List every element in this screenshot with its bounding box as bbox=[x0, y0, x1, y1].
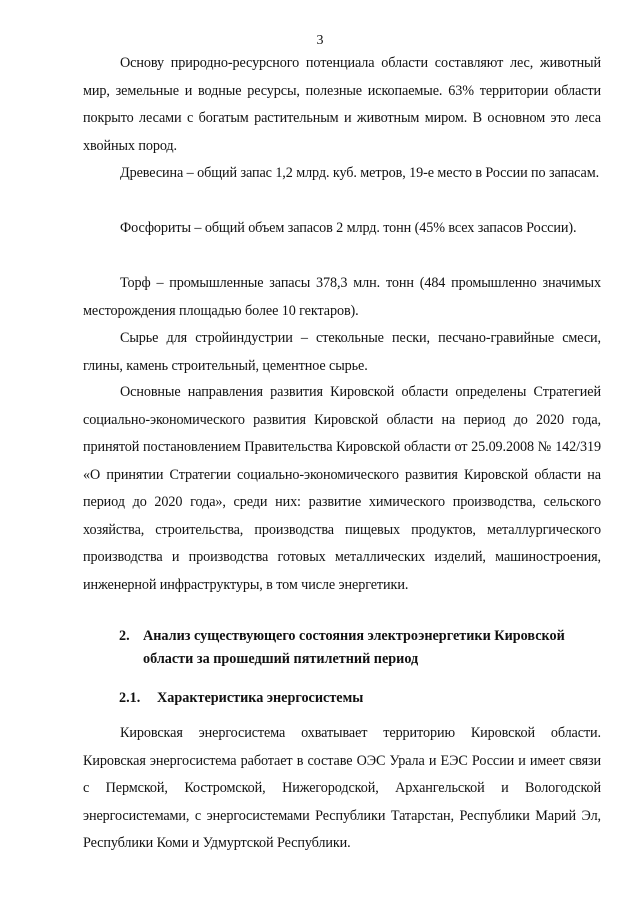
subsection-number: 2.1. bbox=[119, 690, 141, 706]
subsection-heading bbox=[119, 688, 601, 708]
section-title: Анализ существующего состояния электроэнергетики Кировской области за прошедший пятилетний период bbox=[143, 628, 565, 667]
paragraph-energy-system: Кировская энергосистема охватывает территорию Кировской области. Кировская энергосистема работает в составе ОЭС Урала и ЕЭС России и имеет связи с Пермской, Костромской, Нижегородской, Архангельской и Вологодской энергосистемами, с энергосистемами Республики Татарстан, Республики Марий Эл, Республики Коми и Удмуртской Республики. bbox=[83, 725, 601, 851]
paragraph-natural-resources: Основу природно-ресурсного потенциала области составляют лес, животный мир, земельные и водные ресурсы, полезные ископаемые. 63% территории области покрыто лесами с богатым растительным и животным миром. В основном это леса хвойных пород. bbox=[83, 55, 601, 154]
section-heading bbox=[119, 625, 601, 671]
page-number: 3 bbox=[316, 33, 324, 48]
subsection-title: Характеристика энергосистемы bbox=[157, 690, 364, 706]
paragraph-peat: Торф – промышленные запасы 378,3 млн. тонн (484 промышленно значимых месторождения площадью более 10 гектаров). bbox=[83, 275, 601, 319]
paragraph-construction-materials: Сырье для стройиндустрии – стекольные пески, песчано-гравийные смеси, глины, камень строительный, цементное сырье. bbox=[83, 330, 601, 374]
paragraph-development-strategy: Основные направления развития Кировской области определены Стратегией социально-экономического развития Кировской области на период до 2020 года, принятой постановлением Правительства Кировской области от 25.09.2008 № 142/319 «О принятии Стратегии социально-экономического развития Кировской области на период до 2020 года», среди них: развитие химического производства, сельского хозяйства, строительства, производства пищевых продуктов, металлургического производства и производства готовых металлических изделий, машиностроения, инженерной инфраструктуры, в том числе энергетики. bbox=[83, 384, 601, 593]
section-number: 2. bbox=[119, 628, 130, 644]
paragraph-phosphorites: Фосфориты – общий объем запасов 2 млрд. тонн (45% всех запасов России). bbox=[120, 220, 577, 236]
paragraph-timber: Древесина – общий запас 1,2 млрд. куб. метров, 19-е место в России по запасам. bbox=[120, 165, 600, 181]
